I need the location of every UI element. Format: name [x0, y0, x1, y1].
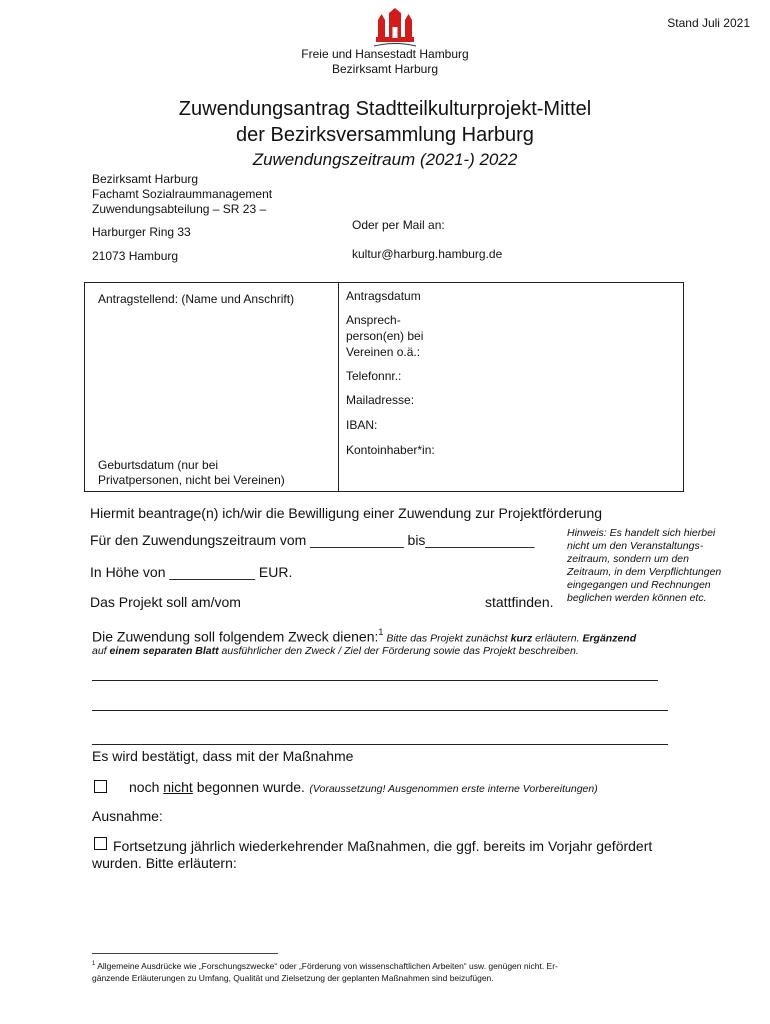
- hint-line-2: nicht um den Veranstaltungs-: [567, 540, 704, 552]
- amount-field[interactable]: In Höhe von ___________ EUR.: [90, 564, 293, 580]
- opt1-note: (Voraussetzung! Ausgenommen erste interne Vorbereitungen): [309, 783, 598, 795]
- hint-note: [567, 527, 721, 605]
- hint-line-4: Zeitraum, in dem Verpflichtungen: [567, 566, 722, 578]
- footnote: [92, 958, 558, 984]
- contact-line-1: Ansprech-: [346, 313, 401, 327]
- purpose-line-3[interactable]: [92, 744, 668, 745]
- address-street: Harburger Ring 33: [92, 225, 191, 239]
- recipient-address: [92, 172, 272, 217]
- contact-line-2: person(en) bei: [346, 329, 424, 343]
- purpose-note-erg: Ergänzend: [582, 632, 637, 645]
- hint-line-1: Hinweis: Es handelt sich hierbei: [567, 527, 716, 539]
- stand-date: Stand Juli 2021: [667, 16, 750, 30]
- address-line-3: Zuwendungsabteilung – SR 23 –: [92, 202, 267, 216]
- hint-line-5: eingegangen und Rechnungen: [567, 579, 711, 591]
- purpose-note-kurz: kurz: [510, 632, 533, 645]
- applicant-box-divider: [338, 282, 339, 492]
- continuation-line-1: Fortsetzung jährlich wiederkehrender Maßnahmen, die ggf. bereits im Vorjahr gefördert: [113, 838, 653, 854]
- mail-address-link[interactable]: kultur@harburg.hamburg.de: [352, 247, 503, 261]
- purpose-note-b: erläutern.: [532, 632, 583, 645]
- birthdate-label-line-1: Geburtsdatum (nur bei: [98, 458, 219, 472]
- phone-label: Telefonnr.:: [346, 369, 402, 383]
- applicant-name-label: Antragstellend: (Name und Anschrift): [98, 292, 295, 306]
- purpose-line-2[interactable]: [92, 710, 668, 711]
- contact-line-3: Vereinen o.ä.:: [346, 345, 421, 359]
- project-date-suffix: stattfinden.: [485, 594, 554, 610]
- birthdate-label: [98, 458, 285, 488]
- email-label: Mailadresse:: [346, 393, 415, 407]
- hint-line-3: zeitraum, sondern um den: [567, 553, 689, 565]
- contact-person-label: [346, 312, 423, 360]
- opt1-text-b: begonnen wurde.: [192, 779, 305, 795]
- confirmation-heading: Es wird bestätigt, dass mit der Maßnahme: [92, 748, 354, 764]
- address-city: 21073 Hamburg: [92, 249, 179, 263]
- address-line-1: Bezirksamt Harburg: [92, 172, 199, 186]
- hamburg-coat-of-arms-icon: [372, 8, 418, 48]
- purpose-line-1[interactable]: [92, 680, 658, 681]
- purpose-note-2c: ausführlicher den Zweck / Ziel der Förderung sowie das Projekt beschreiben.: [218, 645, 579, 657]
- page-title: [85, 96, 685, 148]
- footnote-separator: [92, 953, 278, 954]
- iban-label: IBAN:: [346, 418, 378, 432]
- org-line-1: Freie und Hansestadt Hamburg: [301, 47, 469, 61]
- birthdate-label-line-2: Privatpersonen, nicht bei Vereinen): [98, 473, 285, 487]
- project-date-label: Das Projekt soll am/vom: [90, 594, 241, 610]
- funding-period-title: Zuwendungszeitraum (2021-) 2022: [252, 150, 518, 169]
- hint-line-6: beglichen werden können etc.: [567, 592, 707, 604]
- continuation-line-2: wurden. Bitte erläutern:: [92, 855, 237, 871]
- account-holder-label: Kontoinhaber*in:: [346, 443, 435, 457]
- footnote-reference: 1: [378, 627, 384, 637]
- continuation-checkbox[interactable]: [94, 837, 107, 850]
- mail-label: Oder per Mail an:: [352, 218, 445, 232]
- purpose-heading: Die Zuwendung soll folgendem Zweck dienen:: [92, 628, 379, 645]
- opt1-nicht: nicht: [163, 779, 193, 795]
- title-line-2: der Bezirksversammlung Harburg: [236, 124, 534, 146]
- application-date-label: Antragsdatum: [346, 289, 421, 303]
- purpose-note-2a: auf: [92, 645, 110, 657]
- footnote-mark: 1: [92, 961, 96, 967]
- purpose-note-a: Bitte das Projekt zunächst: [383, 632, 511, 645]
- org-line-2: Bezirksamt Harburg: [331, 62, 439, 76]
- address-line-2: Fachamt Sozialraummanagement: [92, 187, 273, 201]
- purpose-note-2b: einem separaten Blatt: [109, 645, 219, 657]
- purpose-heading-row: [92, 627, 636, 646]
- footnote-line-1: Allgemeine Ausdrücke wie „Forschungszwecke“ oder „Förderung von wissenschaftlichen Arbeiten“ usw. genügen nicht. Er-: [95, 960, 558, 971]
- organization-name: [235, 47, 535, 77]
- opt1-text-a: noch: [129, 779, 164, 795]
- footnote-line-2: gänzende Erläuterungen zu Umfang, Qualität und Zielsetzung der geplanten Maßnahmen sind beizufügen.: [92, 972, 494, 983]
- funding-period-fields[interactable]: Für den Zuwendungszeitraum vom ____________ bis______________: [90, 532, 535, 548]
- purpose-note-line-2: [92, 645, 579, 657]
- request-intro: Hiermit beantrage(n) ich/wir die Bewilligung einer Zuwendung zur Projektförderung: [90, 505, 603, 521]
- not-started-checkbox[interactable]: [94, 780, 107, 793]
- title-line-1: Zuwendungsantrag Stadtteilkulturprojekt-Mittel: [178, 98, 592, 120]
- not-started-row: [129, 779, 598, 797]
- exception-label: Ausnahme:: [92, 808, 163, 824]
